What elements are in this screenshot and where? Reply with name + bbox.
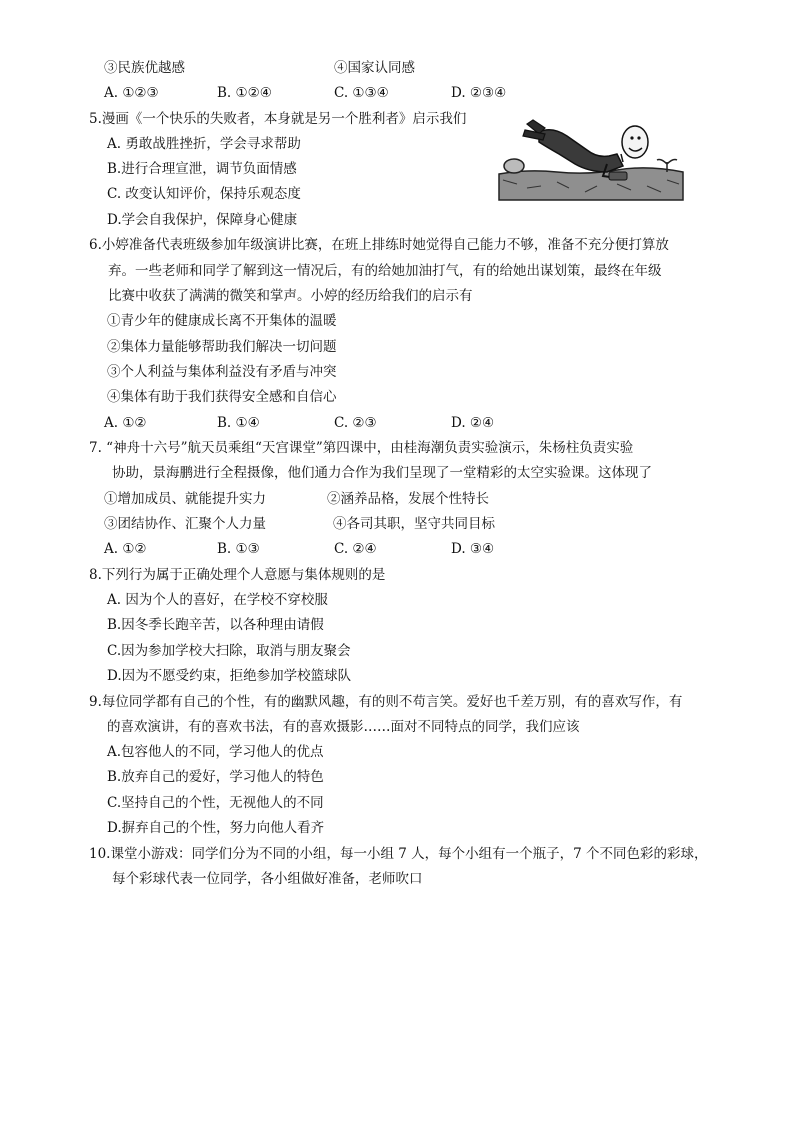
- q6-item-3: ③个人利益与集体利益没有矛盾与冲突: [107, 364, 337, 380]
- q9-option-b: B.放弃自己的爱好，学习他人的特色: [107, 769, 324, 785]
- q9-option-c: C.坚持自己的个性，无视他人的不同: [107, 795, 324, 811]
- q7-stem-line-2: 协助，景海鹏进行全程摄像，他们通力合作为我们呈现了一堂精彩的太空实验课。这体现了: [112, 465, 652, 481]
- q5-option-d: D.学会自我保护，保障身心健康: [107, 212, 298, 228]
- q6-stem-line-1: 6.小婷准备代表班级参加年级演讲比赛，在班上排练时她觉得自己能力不够，准备不充分便打算放: [89, 237, 669, 253]
- q5-option-b: B.进行合理宣泄，调节负面情感: [107, 161, 297, 177]
- q5-option-c: C. 改变认知评价，保持乐观态度: [107, 186, 301, 202]
- q6-choice-c: C. ②③: [334, 415, 377, 431]
- q4-choice-d: D. ②③④: [451, 85, 507, 101]
- q6-stem-line-3: 比赛中收获了满满的微笑和掌声。小婷的经历给我们的启示有: [108, 288, 473, 304]
- q6-stem-line-2: 弃。一些老师和同学了解到这一情况后，有的给她加油打气，有的给她出谋划策，最终在年级: [108, 263, 662, 279]
- q6-item-2: ②集体力量能够帮助我们解决一切问题: [107, 339, 337, 355]
- q6-item-1: ①青少年的健康成长离不开集体的温暖: [107, 313, 337, 329]
- q6-choice-b: B. ①④: [217, 415, 260, 431]
- q7-choice-a: A. ①②: [104, 541, 147, 557]
- q8-option-d: D.因为不愿受约束，拒绝参加学校篮球队: [107, 668, 352, 684]
- q8-option-a: A. 因为个人的喜好，在学校不穿校服: [107, 592, 328, 608]
- q7-item-1: ①增加成员、就能提升实力: [104, 491, 266, 507]
- q6-choice-a: A. ①②: [104, 415, 147, 431]
- q7-item-3: ③团结协作、汇聚个人力量: [104, 516, 266, 532]
- q4-option-4: ④国家认同感: [334, 60, 415, 76]
- q9-option-d: D.摒弃自己的个性，努力向他人看齐: [107, 820, 325, 836]
- q5-option-a: A. 勇敢战胜挫折，学会寻求帮助: [107, 136, 301, 152]
- q4-option-3: ③民族优越感: [104, 60, 185, 76]
- q7-choice-c: C. ②④: [334, 541, 377, 557]
- q5-stem: 5.漫画《一个快乐的失败者，本身就是另一个胜利者》启示我们: [89, 111, 467, 127]
- q4-choice-b: B. ①②④: [217, 85, 272, 101]
- q7-item-4: ④各司其职，坚守共同目标: [333, 516, 495, 532]
- q6-item-4: ④集体有助于我们获得安全感和自信心: [107, 389, 337, 405]
- q6-choice-d: D. ②④: [451, 415, 495, 431]
- q8-option-c: C.因为参加学校大扫除，取消与朋友聚会: [107, 643, 351, 659]
- q7-choice-b: B. ①③: [217, 541, 260, 557]
- q7-stem-line-1: 7. “神舟十六号”航天员乘组“天宫课堂”第四课中，由桂海潮负责实验演示，朱杨柱负责实验: [89, 440, 634, 456]
- q9-stem-line-2: 的喜欢演讲，有的喜欢书法，有的喜欢摄影……面对不同特点的同学，我们应该: [107, 719, 580, 735]
- q7-choice-d: D. ③④: [451, 541, 495, 557]
- q7-item-2: ②涵养品格，发展个性特长: [327, 491, 489, 507]
- q4-choice-a: A. ①②③: [104, 85, 159, 101]
- q9-option-a: A.包容他人的不同，学习他人的优点: [107, 744, 324, 760]
- q8-stem: 8.下列行为属于正确处理个人意愿与集体规则的是: [89, 567, 386, 583]
- q4-choice-c: C. ①③④: [334, 85, 389, 101]
- q10-stem-line-2: 每个彩球代表一位同学，各小组做好准备，老师吹口: [112, 871, 423, 887]
- cartoon-illustration: [497, 114, 685, 202]
- q10-stem-line-1: 10.课堂小游戏：同学们分为不同的小组，每一小组 7 人，每个小组有一个瓶子，7 个不同色彩的彩球，: [89, 846, 708, 862]
- q8-option-b: B.因冬季长跑辛苦，以各种理由请假: [107, 617, 324, 633]
- q9-stem-line-1: 9.每位同学都有自己的个性，有的幽默风趣，有的则不苟言笑。爱好也千差万别，有的喜欢写作，有: [89, 694, 683, 710]
